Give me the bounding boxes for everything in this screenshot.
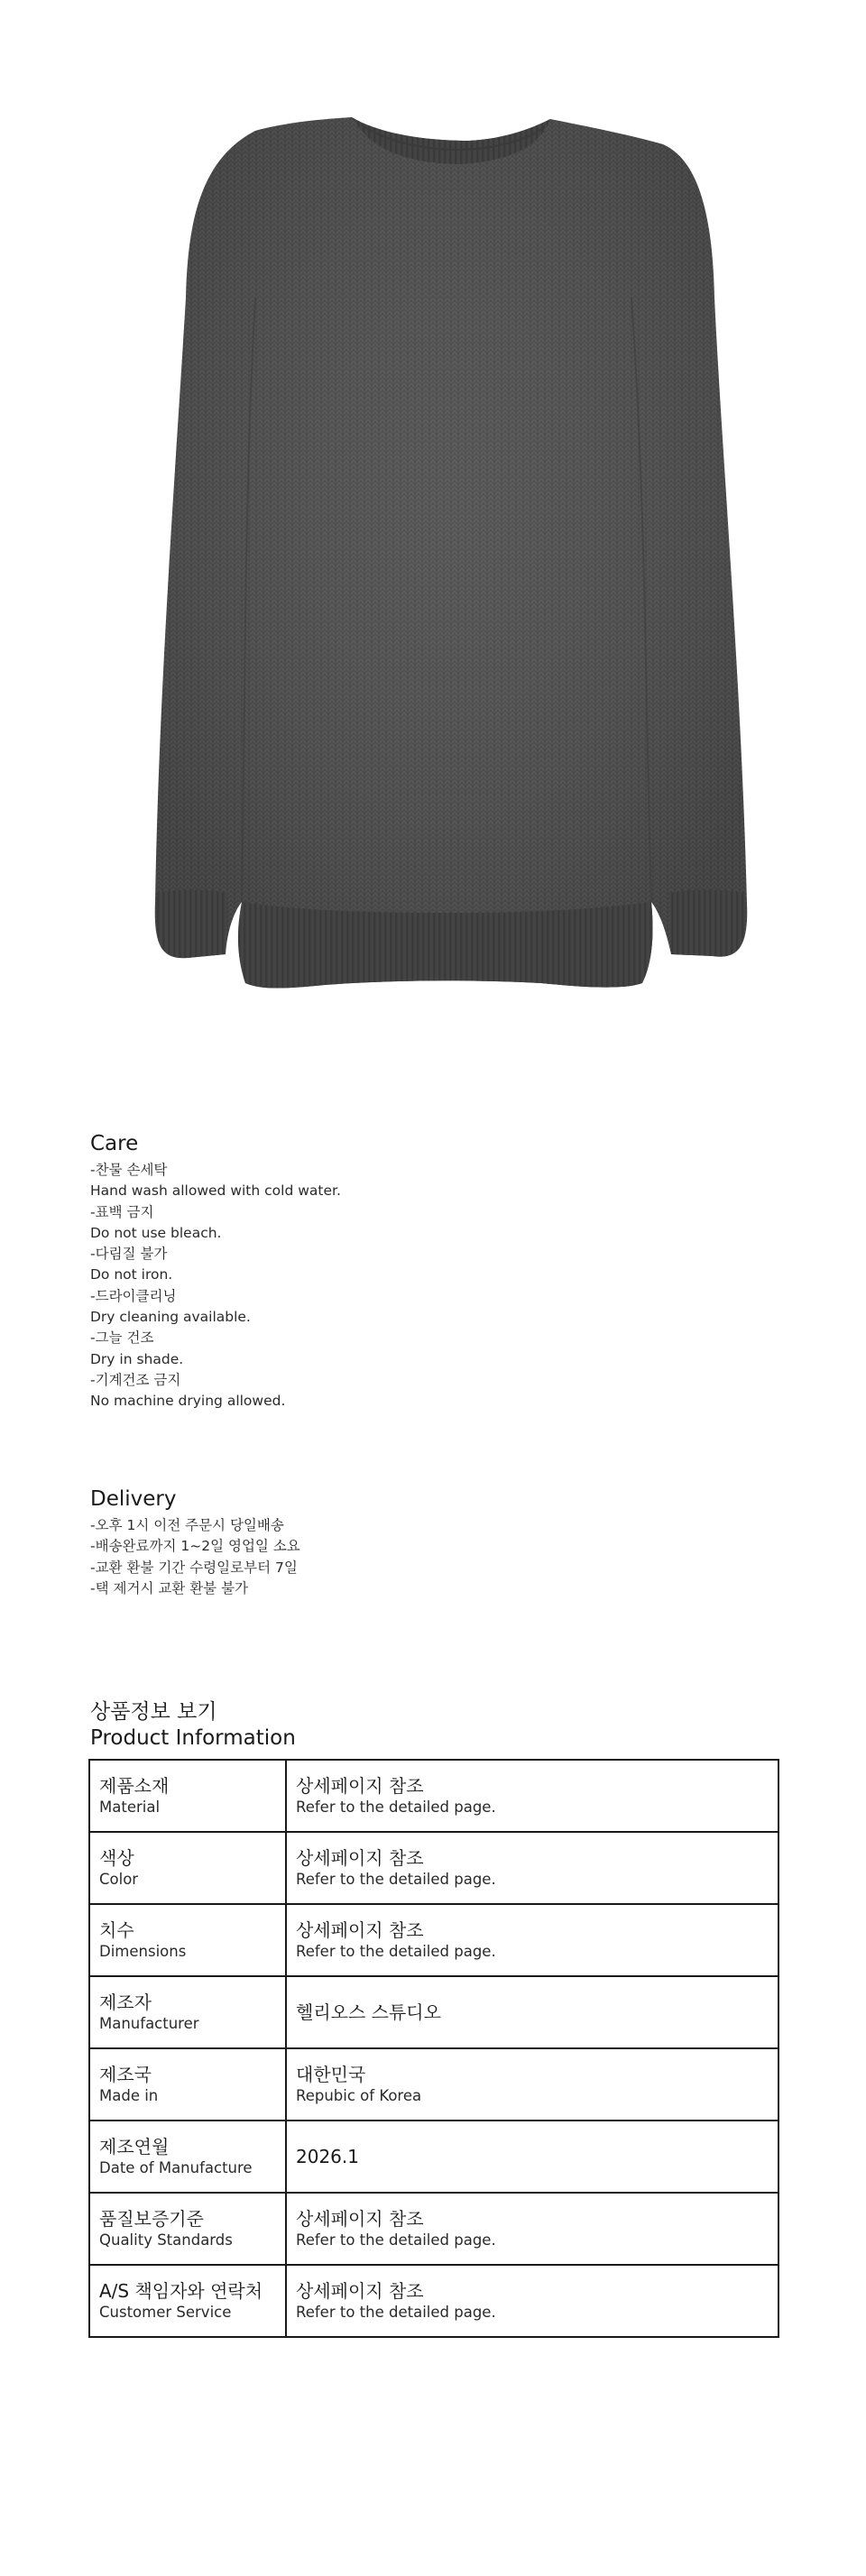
delivery-line: -택 제거시 교환 환불 불가 <box>90 1579 249 1596</box>
label-ko: 제조연월 <box>99 2136 170 2157</box>
row-value <box>286 1832 778 1904</box>
care-line: Hand wash allowed with cold water. <box>90 1182 341 1200</box>
value-ko: 2026.1 <box>296 2146 359 2167</box>
label-en: Date of Manufacture <box>99 2159 253 2176</box>
row-value <box>286 2048 778 2121</box>
value-en: Refer to the detailed page. <box>296 1943 496 1960</box>
value-ko: 대한민국 <box>296 2064 366 2085</box>
value-ko: 상세페이지 참조 <box>296 1919 424 1941</box>
row-label <box>89 1760 286 1832</box>
row-label <box>89 1976 286 2048</box>
care-line: -표백 금지 <box>90 1203 154 1220</box>
delivery-section <box>90 1485 776 1599</box>
row-value <box>286 2121 778 2193</box>
care-line: -드라이클리닝 <box>90 1287 177 1304</box>
label-ko: 품질보증기준 <box>99 2208 204 2230</box>
sweater-illustration <box>0 0 866 1046</box>
table-row <box>89 2193 778 2265</box>
product-info-table <box>88 1759 779 2338</box>
label-ko: 치수 <box>99 1919 134 1941</box>
row-value <box>286 2193 778 2265</box>
care-line: -찬물 손세탁 <box>90 1162 168 1178</box>
table-row <box>89 2048 778 2121</box>
label-en: Dimensions <box>99 1943 187 1960</box>
care-title: Care <box>90 1132 139 1155</box>
row-label <box>89 2193 286 2265</box>
delivery-line: -오후 1시 이전 주문시 당일배송 <box>90 1517 284 1533</box>
label-ko: 제조자 <box>99 1992 152 2013</box>
care-line: No machine drying allowed. <box>90 1393 286 1410</box>
product-info-title-en: Product Information <box>90 1726 296 1750</box>
label-en: Material <box>99 1799 161 1816</box>
value-en: Repubic of Korea <box>296 2087 422 2104</box>
delivery-title: Delivery <box>90 1487 177 1511</box>
row-label <box>89 1832 286 1904</box>
table-row <box>89 1976 778 2048</box>
value-ko: 헬리오스 스튜디오 <box>296 2001 441 2023</box>
table-row <box>89 1904 778 1976</box>
care-line: -다림질 불가 <box>90 1246 168 1263</box>
value-en: Refer to the detailed page. <box>296 1799 496 1816</box>
row-label <box>89 2265 286 2337</box>
delivery-line: -교환 환불 기간 수령일로부터 7일 <box>90 1559 298 1576</box>
row-value <box>286 1760 778 1832</box>
product-info-section <box>88 1699 781 2338</box>
row-value <box>286 1976 778 2048</box>
care-line: Dry cleaning available. <box>90 1309 251 1326</box>
row-label <box>89 2048 286 2121</box>
care-line: Do not use bleach. <box>90 1224 222 1241</box>
value-ko: 상세페이지 참조 <box>296 2208 424 2230</box>
value-ko: 상세페이지 참조 <box>296 1847 424 1869</box>
care-line: -그늘 건조 <box>90 1329 154 1347</box>
table-row <box>89 2121 778 2193</box>
label-ko: 색상 <box>99 1847 134 1869</box>
value-ko: 상세페이지 참조 <box>296 2280 424 2302</box>
label-ko: A/S 책임자와 연락처 <box>99 2280 263 2302</box>
care-list <box>90 1160 776 1412</box>
product-info-title-ko: 상품정보 보기 <box>90 1700 217 1724</box>
delivery-list <box>90 1515 776 1599</box>
label-en: Manufacturer <box>99 2015 199 2032</box>
care-section <box>90 1129 776 1412</box>
row-value <box>286 2265 778 2337</box>
value-en: Refer to the detailed page. <box>296 2304 496 2321</box>
care-line: Do not iron. <box>90 1266 173 1283</box>
label-en: Quality Standards <box>99 2231 233 2249</box>
label-en: Made in <box>99 2087 159 2104</box>
value-en: Refer to the detailed page. <box>296 2231 496 2249</box>
label-en: Color <box>99 1871 139 1888</box>
value-en: Refer to the detailed page. <box>296 1871 496 1888</box>
table-row <box>89 1760 778 1832</box>
row-value <box>286 1904 778 1976</box>
table-row <box>89 1832 778 1904</box>
row-label <box>89 1904 286 1976</box>
label-en: Customer Service <box>99 2304 232 2321</box>
value-ko: 상세페이지 참조 <box>296 1775 424 1797</box>
product-image <box>0 0 866 1046</box>
care-line: Dry in shade. <box>90 1350 184 1367</box>
label-ko: 제품소재 <box>99 1775 170 1797</box>
care-line: -기계건조 금지 <box>90 1371 181 1388</box>
table-row <box>89 2265 778 2337</box>
label-ko: 제조국 <box>99 2064 152 2085</box>
delivery-line: -배송완료까지 1~2일 영업일 소요 <box>90 1538 300 1555</box>
row-label <box>89 2121 286 2193</box>
